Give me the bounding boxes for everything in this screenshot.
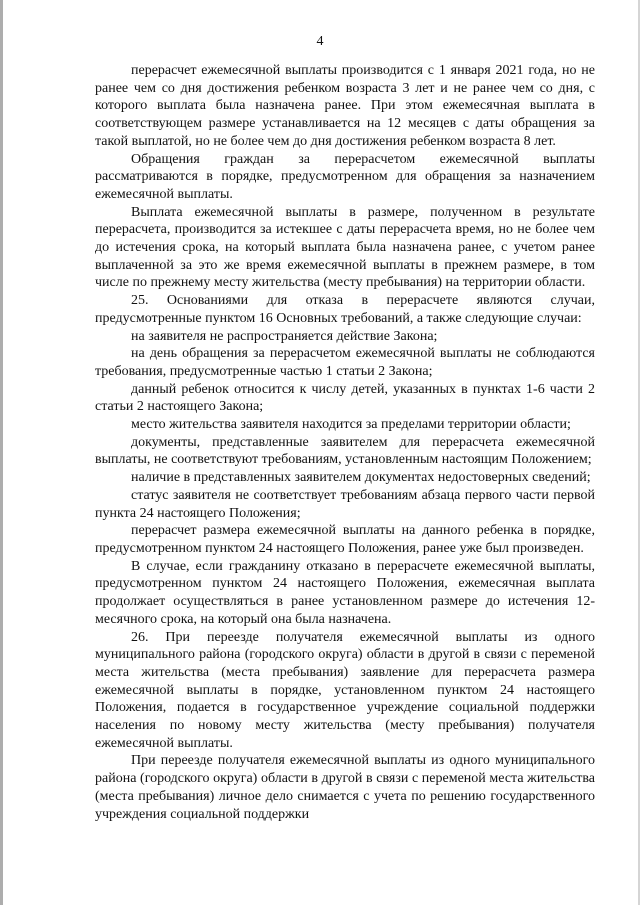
paragraph: перерасчет размера ежемесячной выплаты на данного ребенка в порядке, предусмотренном пунктом 24 настоящего Положения, ранее уже был произведен. (95, 523, 595, 556)
paragraph: статус заявителя не соответствует требованиям абзаца первого части первой пункта 24 настоящего Положения; (95, 487, 595, 521)
paragraph: перерасчет ежемесячной выплаты производится с 1 января 2021 года, но не ранее чем со дня достижения ребенком возраста 3 лет и не ранее чем со дня, с которого выплата была назначена ранее. При этом ежемесячная выплата в соответствующем размере устанавливается на 12 месяцев с даты обращения за такой выплатой, но не более чем до дня достижения ребенком возраста 8 лет. (95, 63, 595, 149)
paragraph: В случае, если гражданину отказано в перерасчете ежемесячной выплаты, предусмотренном пунктом 24 настоящего Положения, ежемесячная выплата продолжает осуществляться в ранее установленном размере до истечения 12-месячного срока, на который она была назначена. (95, 558, 595, 627)
body-text (95, 62, 595, 823)
paragraph: 26. При переезде получателя ежемесячной выплаты из одного муниципального района (городского округа) области в другой в связи с переменой места жительства (места пребывания) заявление для перерасчета размера ежемесячной выплаты в порядке, установленном пунктом 24 настоящего Положения, подается в государственное учреждение социальной поддержки населения по новому месту жительства (месту пребывания) получателя ежемесячной выплаты. (95, 629, 595, 751)
paragraph: наличие в представленных заявителем документах недостоверных сведений; (131, 470, 591, 486)
paragraph: Выплата ежемесячной выплаты в размере, полученном в результате перерасчета, производится за истекшее с даты перерасчета время, но не более чем до истечения срока, на который выплата была назначена ранее, с учетом ранее выплаченной за это же время ежемесячной выплаты в прежнем размере, в том числе по прежнему месту жительства (месту пребывания) на территории области. (95, 204, 595, 291)
paragraph: место жительства заявителя находится за пределами территории области; (131, 417, 571, 433)
paragraph: на заявителя не распространяется действие Закона; (131, 328, 438, 344)
paragraph: документы, представленные заявителем для перерасчета ежемесячной выплаты, не соответствуют требованиям, установленным настоящим Положением; (95, 434, 595, 468)
paragraph: 25. Основаниями для отказа в перерасчете являются случаи, предусмотренные пунктом 16 Основных требований, а также следующие случаи: (95, 293, 595, 326)
paragraph: данный ребенок относится к числу детей, указанных в пунктах 1-6 части 2 статьи 2 настоящего Закона; (95, 381, 595, 415)
paragraph: При переезде получателя ежемесячной выплаты из одного муниципального района (городского округа) области в другой в связи с переменой места жительства (места пребывания) личное дело снимается с учета по решению государственного учреждения социальной поддержки (95, 753, 595, 822)
scan-edge-left (0, 0, 3, 905)
paragraph: Обращения граждан за перерасчетом ежемесячной выплаты рассматриваются в порядке, предусмотренном для обращения за назначением ежемесячной выплаты. (95, 151, 595, 202)
paragraph: на день обращения за перерасчетом ежемесячной выплаты не соблюдаются требования, предусмотренные частью 1 статьи 2 Закона; (95, 346, 595, 379)
page-number: 4 (316, 34, 324, 49)
